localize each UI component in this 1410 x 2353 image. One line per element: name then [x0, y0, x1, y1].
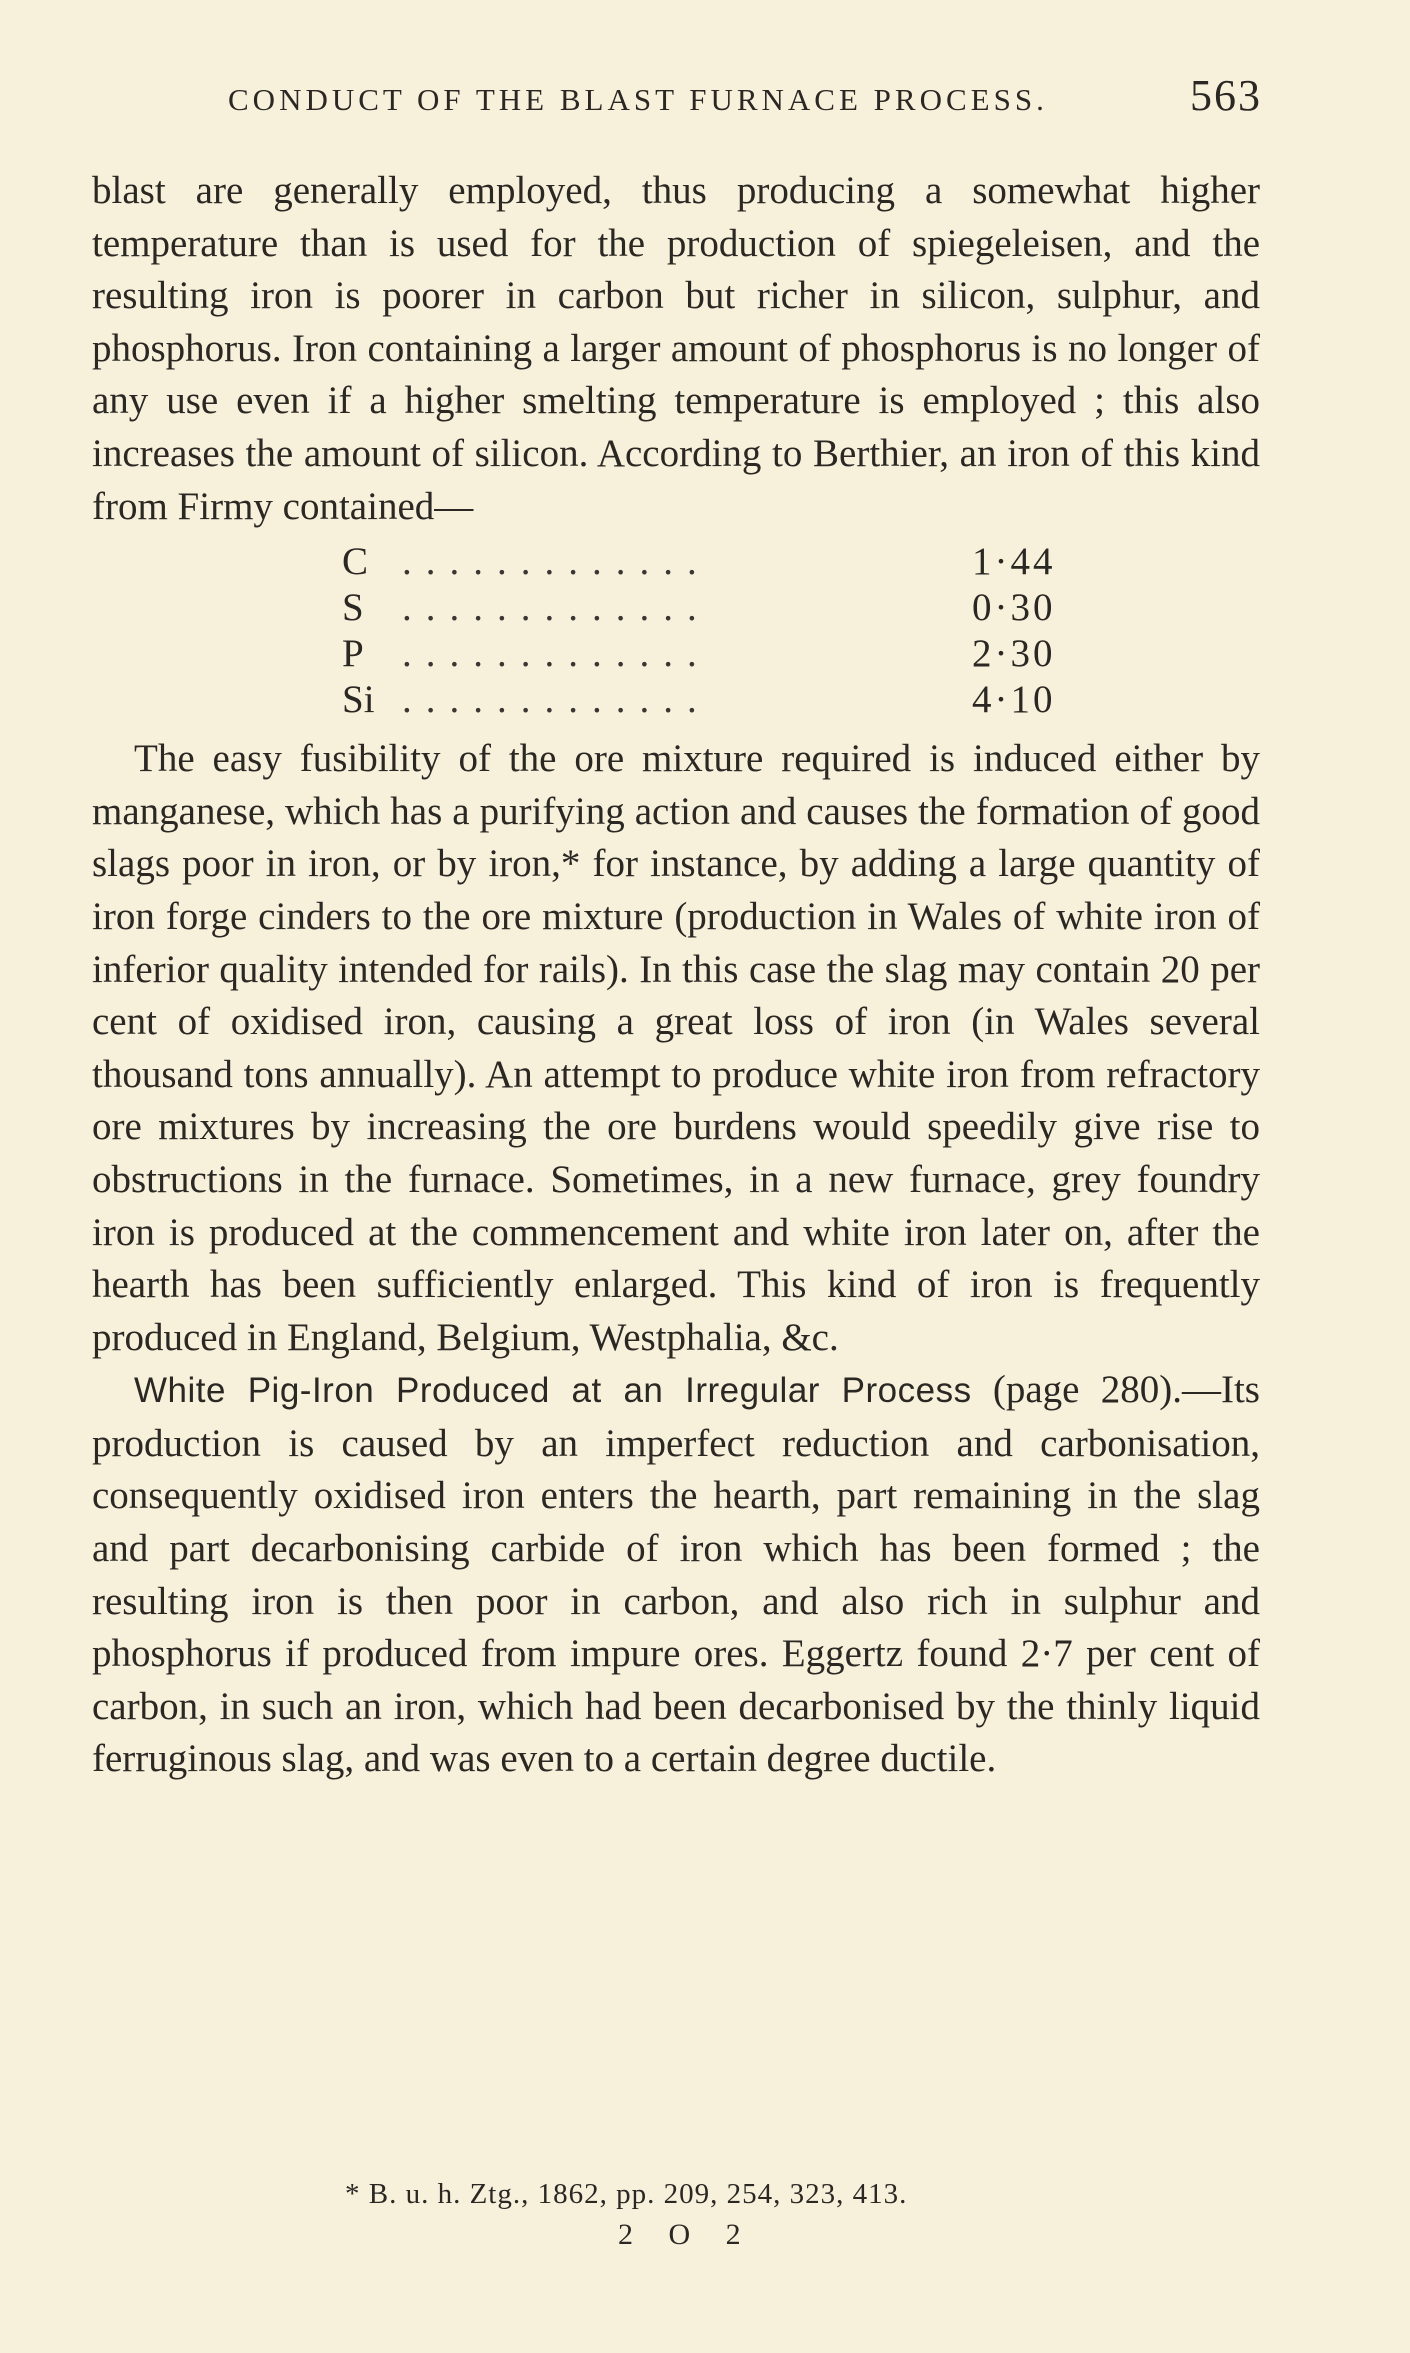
paragraph-1: blast are generally employed, thus producing a somewhat higher temperature than is used for the production of spiegeleisen, and the resulting iron is poorer in carbon but richer in silicon, sulphur, and phosphorus. Iron containing a larger amount of phosphorus is no longer of any use even if a higher smelting temperature is employed ; this also increases the amount of silicon. According to Berthier, an iron of this kind from Firmy contained— [92, 169, 1260, 528]
analysis-row-p [342, 631, 1082, 677]
footnote: * B. u. h. Ztg., 1862, pp. 209, 254, 323, 413. [345, 2178, 908, 2210]
running-title: CONDUCT OF THE BLAST FURNACE PROCESS. [228, 82, 1048, 117]
leader-dots: ............. [402, 586, 711, 630]
leader-dots: ............. [402, 540, 711, 584]
element-symbol: C [342, 540, 369, 584]
analysis-row-si [342, 677, 1082, 723]
element-value: 0·30 [972, 586, 1056, 630]
analysis-row-c [342, 539, 1082, 585]
element-symbol: Si [342, 678, 375, 722]
element-value: 2·30 [972, 632, 1056, 676]
element-symbol: S [342, 586, 364, 630]
paragraph-3 [92, 1364, 1260, 1786]
signature-mark: 2 O 2 [618, 2218, 755, 2251]
element-value: 4·10 [972, 678, 1056, 722]
paragraph-2: The easy fusibility of the ore mixture required is induced either by manganese, which has a purifying action and causes the formation of good slags poor in iron, or by iron,* for instance, by adding a large quantity of iron forge cinders to the ore mixture (production in Wales of white iron of inferior quality intended for rails). In this case the slag may contain 20 per cent of oxidised iron, causing a great loss of iron (in Wales several thousand tons annually). An attempt to produce white iron from refractory ore mixtures by increasing the ore burdens would speedily give rise to obstructions in the furnace. Sometimes, in a new furnace, grey foundry iron is produced at the commencement and white iron later on, after the hearth has been sufficiently enlarged. This kind of iron is frequently produced in England, Belgium, Westphalia, &c. [92, 737, 1260, 1359]
paragraph-3-text: (page 280).—Its production is caused by an imperfect reduction and carbonisation, consequently oxidised iron enters the hearth, part remaining in the slag and part decarbonising carbide of iron which has been formed ; the resulting iron is then poor in carbon, and also rich in sulphur and phosphorus if produced from impure ores. Eggertz found 2·7 per cent of carbon, in such an iron, which had been decarbonised by the thinly liquid ferruginous slag, and was even to a certain degree ductile. [92, 1368, 1260, 1781]
leader-dots: ............. [402, 632, 711, 676]
analysis-table [92, 539, 1260, 723]
section-heading: White Pig-Iron Produced at an Irregular Process [134, 1371, 972, 1411]
analysis-row-s [342, 585, 1082, 631]
body-text [92, 165, 1260, 1786]
element-symbol: P [342, 632, 364, 676]
leader-dots: ............. [402, 678, 711, 722]
element-value: 1·44 [972, 540, 1056, 584]
page-number: 563 [1190, 71, 1262, 120]
